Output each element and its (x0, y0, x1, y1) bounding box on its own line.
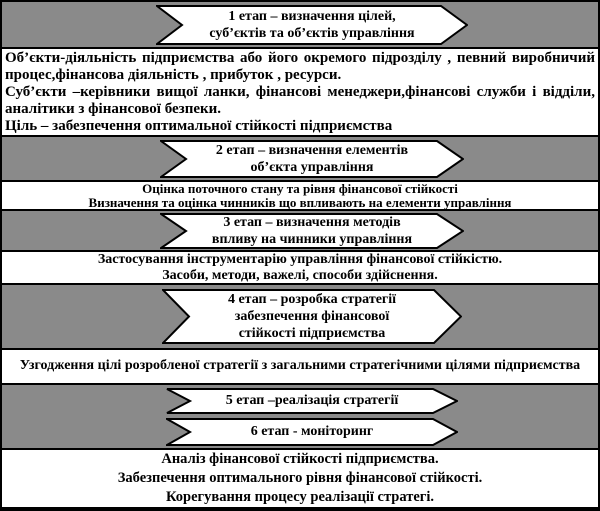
box-3-paragraph: Застосування інструментарію управління фінансової стійкістю. (97, 252, 503, 267)
box-4-paragraph: Узгодження цілі розробленої стратегії з загальними стратегічними цілями підприємства (19, 358, 581, 374)
stage-3-label-line: впливу на чинники управління (211, 231, 413, 247)
stage-5-label-line: 5 етап –реалізація стратегії (225, 393, 399, 408)
box-5-paragraph: Корегування процесу реалізації стратегі. (165, 489, 435, 505)
stage-1-label-line: 1 етап – визначення цілей, (228, 8, 396, 24)
stage-1-chevron (156, 5, 468, 45)
box-5-paragraph: Забезпечення оптимального рівня фінансової стійкості. (117, 470, 483, 486)
box-1-paragraph: Ціль – забезпечення оптимальної стійкості підприємства (5, 117, 393, 134)
box-3-paragraph: Засоби, методи, важелі, способи здійснення. (162, 267, 438, 283)
stage-2-label (160, 140, 464, 178)
stage-3-label-line: 3 етап – визначення методів (223, 214, 401, 230)
stage-4-chevron (162, 289, 462, 344)
box-1-paragraph: Об’єкти-діяльність підприємства або його окремого підрозділу , певний виробничий процес,фінансова діяльність , прибуток , ресурси. (5, 49, 595, 83)
text-box-2 (2, 180, 598, 211)
stage-1-label-line: суб’єктів та об’єктів управління (209, 25, 415, 41)
box-5-paragraph: Аналіз фінансової стійкості підприємства. (161, 451, 439, 467)
stage-3-label (160, 213, 464, 249)
stage-band-2 (2, 137, 598, 180)
box-1-paragraph: Суб’єкти –керівники вищої ланки, фінансові менеджери,фінансові служби і відділи, аналітики з фінансової безпеки. (5, 83, 595, 117)
box-2-paragraph: Оцінка поточного стану та рівня фінансової стійкості (142, 181, 458, 196)
stage-2-label-line: 2 етап – визначення елементів (215, 142, 409, 158)
stage-6-chevron (166, 418, 458, 446)
stage-1-label (156, 5, 468, 45)
stage-4-label (162, 289, 462, 344)
stage-band-1 (2, 2, 598, 47)
stage-5-chevron (166, 388, 458, 414)
text-box-1 (2, 47, 598, 137)
box-2-paragraph: Визначення та оцінка чинників що впливають на елементи управління (88, 194, 512, 210)
stage-2-label-line: об’єкта управління (250, 159, 374, 175)
stage-2-chevron (160, 140, 464, 178)
stage-4-label-line: забезпечення фінансової (234, 309, 390, 324)
stage-3-chevron (160, 213, 464, 249)
stage-5-label (166, 388, 458, 414)
stage-band-4 (2, 285, 598, 348)
stage-4-label-line: стійкості підприємства (238, 326, 386, 341)
text-box-4 (2, 348, 598, 385)
stage-band-5-6 (2, 385, 598, 448)
stage-4-label-line: 4 етап – розробка стратегії (227, 292, 397, 307)
stage-6-label-line: 6 етап - моніторинг (250, 424, 374, 439)
stage-6-label (166, 418, 458, 446)
text-box-3 (2, 250, 598, 285)
stage-band-3 (2, 211, 598, 250)
text-box-5 (2, 448, 598, 509)
